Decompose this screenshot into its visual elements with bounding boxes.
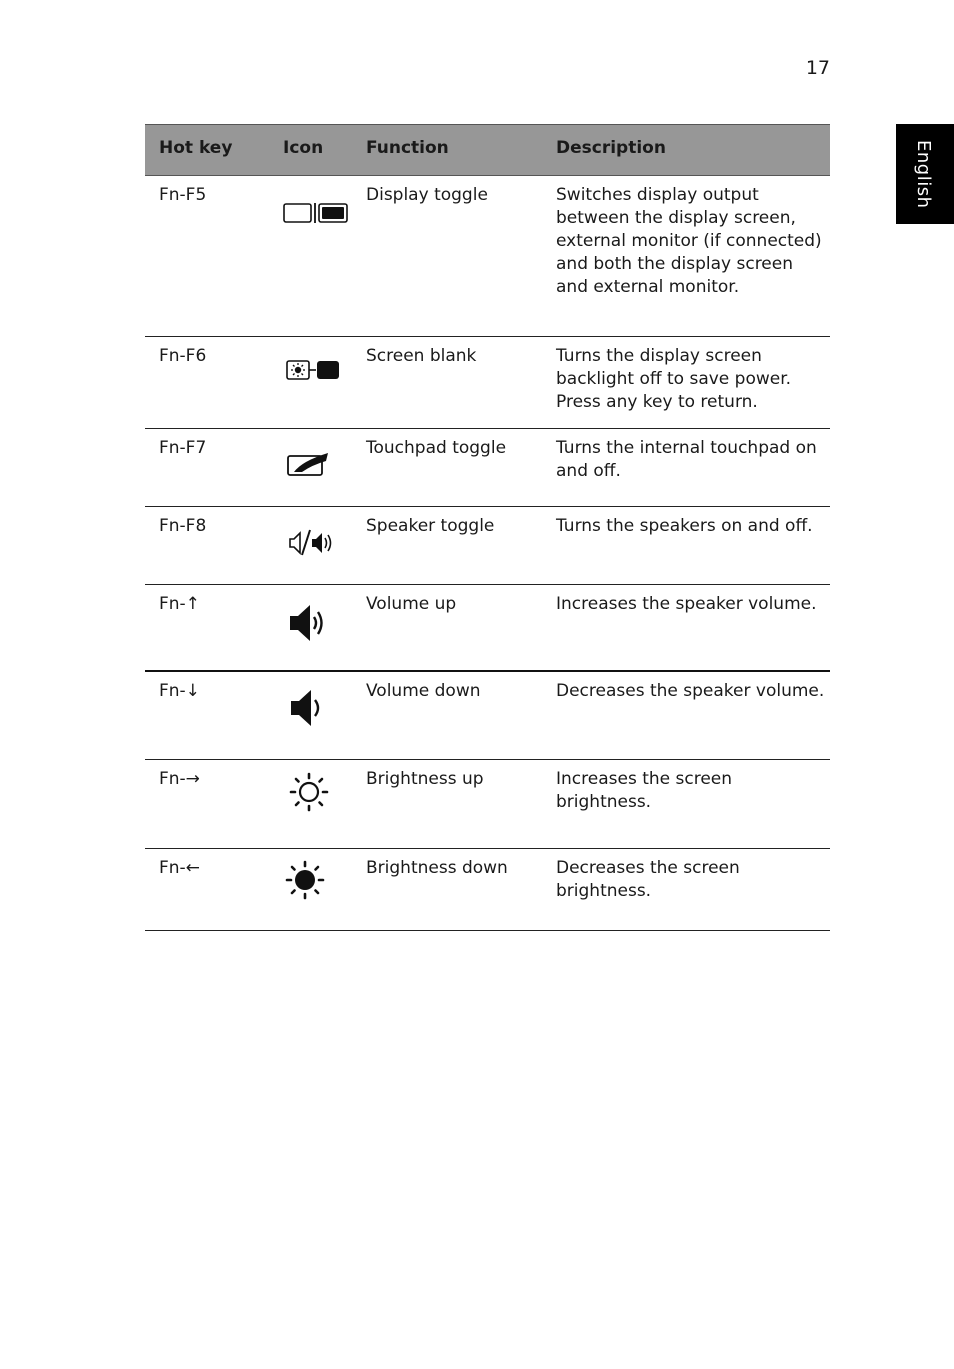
function-cell: Volume up [366, 594, 457, 614]
description-cell: Turns the internal touchpad on and off. [556, 438, 817, 481]
function-cell: Brightness down [366, 858, 508, 878]
touchpad-toggle-icon [286, 451, 366, 477]
page-number: 17 [805, 57, 830, 79]
hotkey-cell: Fn-F8 [159, 516, 207, 536]
volume-up-icon [288, 603, 366, 643]
function-cell: Display toggle [366, 185, 488, 205]
brightness-down-icon [285, 860, 366, 900]
function-cell: Screen blank [366, 346, 477, 366]
description-cell: Decreases the speaker volume. [556, 680, 825, 701]
table-row [145, 507, 830, 585]
hotkey-cell: Fn-↓ [159, 680, 200, 701]
table-row [145, 760, 830, 849]
function-cell: Speaker toggle [366, 516, 495, 536]
table-row [145, 429, 830, 507]
speaker-toggle-icon [288, 527, 366, 559]
screen-blank-icon [286, 359, 366, 381]
hotkey-cell: Fn-← [159, 858, 200, 878]
hotkey-cell: Fn-↑ [159, 594, 200, 614]
hotkey-cell: Fn-F6 [159, 346, 207, 366]
header-description: Description [556, 125, 830, 176]
table-row [145, 671, 830, 760]
header-hotkey: Hot key [145, 125, 283, 176]
table-row [145, 176, 830, 337]
description-cell: Increases the speaker volume. [556, 594, 817, 614]
description-cell: Switches display output between the display screen, external monitor (if connected) and both the display screen and external monitor. [556, 185, 822, 297]
table-row [145, 585, 830, 671]
hotkey-table [145, 124, 830, 931]
function-cell: Touchpad toggle [366, 438, 507, 458]
table-header-row [145, 125, 830, 176]
display-toggle-icon [283, 202, 366, 224]
function-cell: Volume down [366, 680, 481, 701]
table-row [145, 337, 830, 429]
language-tab [896, 124, 954, 224]
header-icon: Icon [283, 125, 366, 176]
language-tab-label: English [913, 140, 934, 209]
table-row [145, 849, 830, 931]
function-cell: Brightness up [366, 769, 484, 789]
description-cell: Turns the speakers on and off. [556, 516, 813, 536]
description-cell: Increases the screen brightness. [556, 769, 733, 812]
volume-down-icon [289, 688, 366, 728]
hotkey-cell: Fn-→ [159, 769, 200, 789]
description-cell: Decreases the screen brightness. [556, 858, 740, 901]
description-cell: Turns the display screen backlight off to save power. Press any key to return. [556, 346, 792, 412]
hotkey-cell: Fn-F7 [159, 438, 207, 458]
header-function: Function [366, 125, 556, 176]
hotkey-cell: Fn-F5 [159, 185, 207, 205]
brightness-up-icon [289, 772, 366, 812]
